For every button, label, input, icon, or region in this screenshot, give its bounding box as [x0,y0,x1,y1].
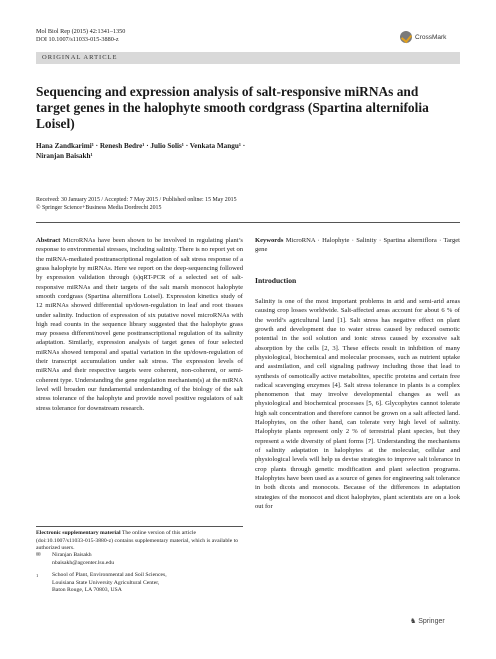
keywords [255,236,460,255]
introduction-heading: Introduction [255,276,297,285]
supplementary-note [36,530,243,553]
esm-text: The online version of this article (doi:10.1007/s11033-015-3880-z) contains supplementary material, which is available to authorized users. [36,530,239,552]
corresponding-author: Niranjan Baisakh [52,552,92,558]
footnote-divider [36,526,243,527]
esm-label: Electronic supplementary material [36,530,121,536]
keywords-text: MicroRNA · Halophyte · Salinity · Spartina alterniflora · Target gene [255,237,461,254]
publisher-name: Springer [418,618,445,625]
author-list [36,141,456,161]
abstract-text: MicroRNAs have been shown to be involved in regulating plant’s response to environmental stresses, including salinity. There is no report yet on the miRNA-mediated posttranscriptional regulation of salt stress response of a grass halophyte by miRNAs. Here we report on the deep-sequencing followed by expression validation through (s)qRT-PCR of a selected set of salt-responsive miRNAs and their targets of the salt marsh monocot halophyte smooth cordgrass (Spartina alterniflora Loisel). Expression kinetics study of 12 miRNAs showed differential up/down-regulation in leaf and root tissues under salinity. Induction of expression of six putative novel microRNAs with high read counts in the sequence library suggested that the halophyte grass may possess different/novel gene posttranscriptional regulation of its salinity adaptation. Similarly, expression analysis of target genes of four selected miRNAs showed temporal and spatial variation in the up/down-regulation of their transcript accumulation under salt stress. The expression levels of miRNAs and their respective targets were coherent, non-coherent, or semi-coherent type. Understanding the gene regulation mechanism(s) at the miRNA level will broaden our fundamental understanding of the biology of the salt stress tolerance of the halophyte and provide novel positive regulators of salt stress tolerance for downstream research. [36,237,243,412]
affiliation-line-1: School of Plant, Environmental and Soil Sciences, [52,572,167,578]
publisher-logo [410,617,445,625]
authors-line-2: Niranjan Baisakh¹ [36,152,93,160]
introduction-text: Salinity is one of the most important problems in arid and semi-arid areas causing crop losses worldwide. Salt-affected areas account for about 6 % of the world’s agricultural land [1]. Salt stress has negative effect on plant growth and development due to water stress caused by reduced osmotic potential in the soil solution and ionic stress caused by excessive salt absorption by the cells [2, 3]. These effects result in inhibition of many physiological, biochemical and molecular processes, such as nutrient uptake and assimilation, and cell signaling pathway including those that lead to synthesis of osmotically active metabolites, specific proteins and certain free radical scavenging enzymes [4]. Salt stress tolerance in plants is a complex phenomenon that may involve developmental changes as well as physiological and biochemical processes [5, 6]. Glycophytes cannot tolerate high salt concentration and therefore cannot be grown on a salt affected land. Halophytes, on the other hand, can tolerate very high level of salinity. Halophyte plants represent only 2 % of terrestrial plant species, but they represent a wide diversity of plant forms [7]. Understanding the mechanisms of salinity adaptation in halophytes at the molecular, cellular and physiological levels will help us devise strategies to improve salt tolerance in crop plants through genetic modification and plant selection programs. Halophytes have been used as a source of genes for engineering salt tolerance in both dicots and monocots. Because of the differences in adaptation strategies of the monocot and dicot halophytes, plant scientists are on a look out for [255,298,460,510]
authors-line-1: Hana Zandkarimi¹ · Renesh Bedre¹ · Julio Solis¹ · Venkata Mangu¹ · [36,142,246,150]
crossmark-icon [400,31,412,43]
doi: DOI 10.1007/s11033-015-3880-z [36,36,119,43]
email-link[interactable]: nbaisakh@agcenter.lsu.edu [52,559,115,566]
received-dates: Received: 30 January 2015 / Accepted: 7 May 2015 / Published online: 15 May 2015 [36,197,237,203]
abstract-label: Abstract [36,237,61,244]
correspondence [36,552,243,567]
journal-citation: Mol Biol Rep (2015) 42:1341–1350 [36,28,126,35]
affiliation-line-3: Baton Rouge, LA 70803, USA [52,587,122,594]
article-title: Sequencing and expression analysis of salt-responsive miRNAs and target genes in the halophyte smooth cordgrass (Spartina alternifolia Loisel) [36,84,429,131]
affiliation-number: 1 [36,573,39,578]
crossmark-badge[interactable] [400,30,462,44]
crossmark-label: CrossMark [415,33,447,41]
affiliation-line-2: Louisiana State University Agricultural Center, [52,579,160,586]
abstract [36,236,243,413]
header-divider [36,222,460,223]
envelope-icon: ✉ [36,552,41,558]
history-dates [36,197,456,212]
springer-horse-icon: ♞ [410,618,417,625]
journal-header [36,28,125,44]
article-type: ORIGINAL ARTICLE [42,54,118,61]
copyright: © Springer Science+Business Media Dordrecht 2015 [36,204,162,211]
affiliation [36,572,243,595]
keywords-label: Keywords [255,237,284,244]
